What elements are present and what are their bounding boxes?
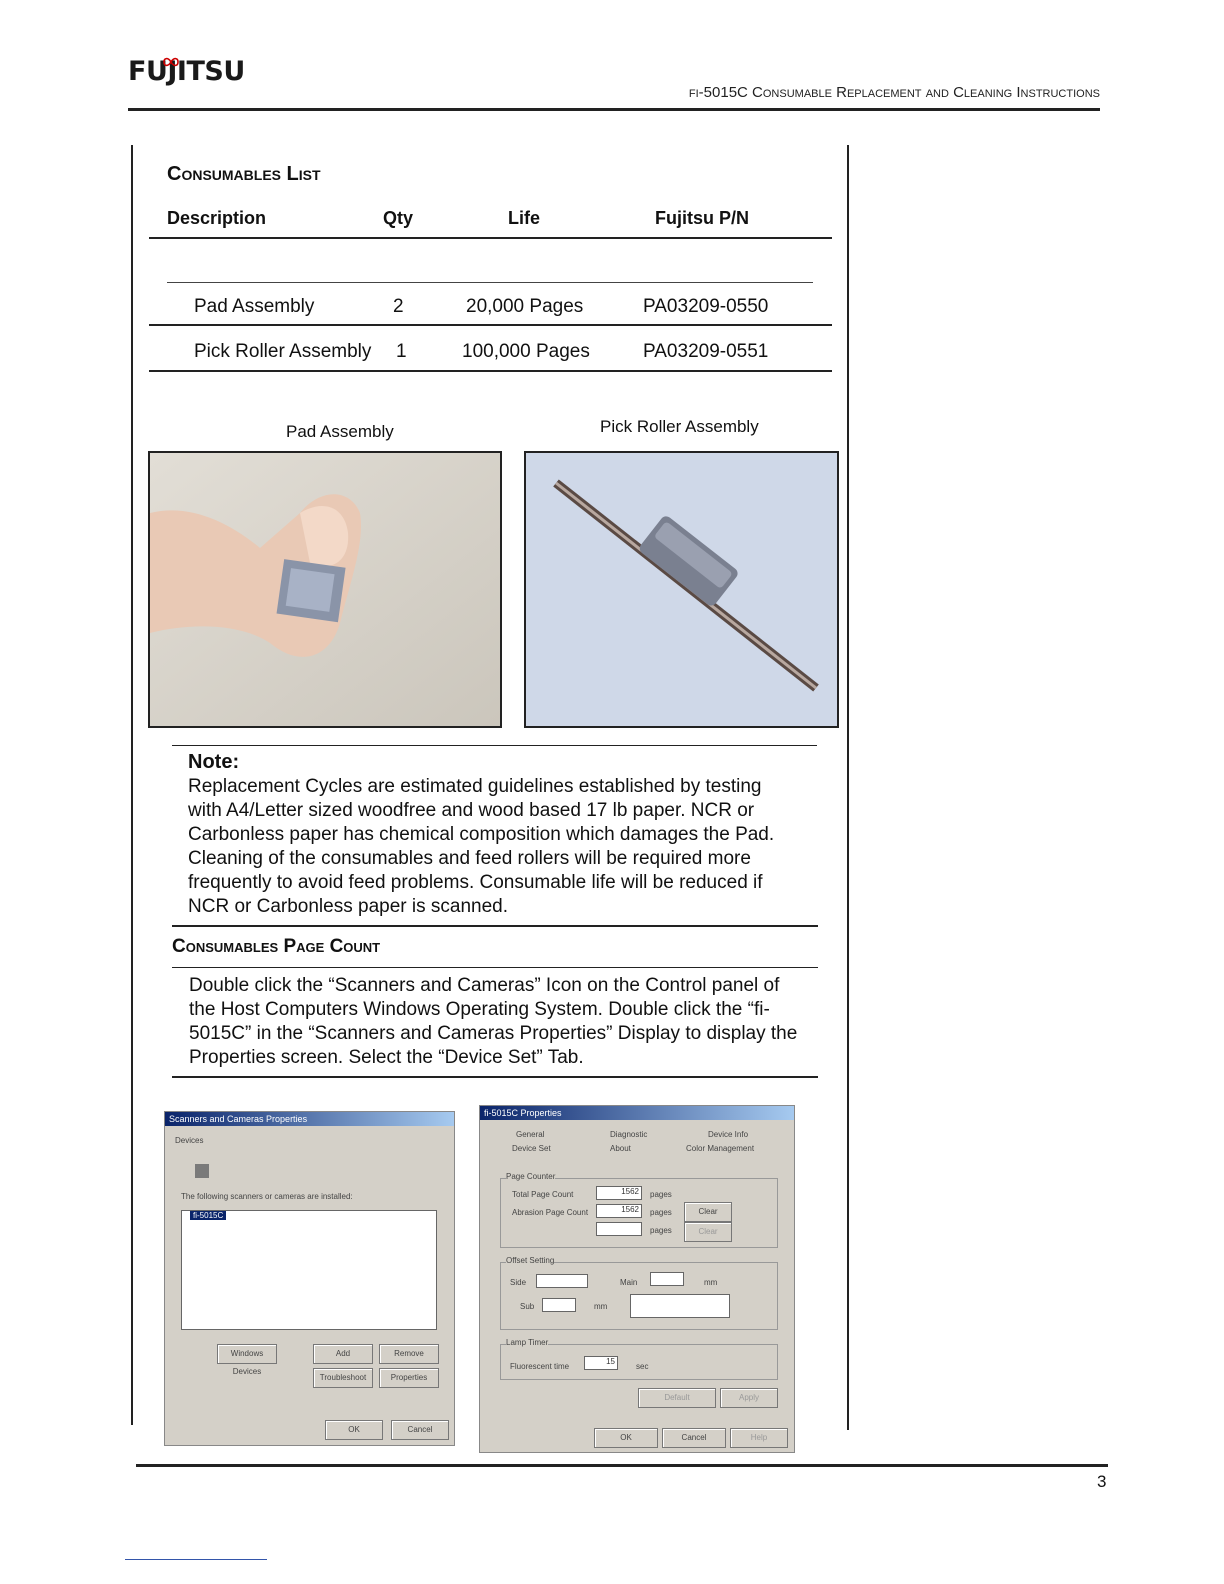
pad-assembly-photo	[148, 451, 502, 728]
page-count-bottom-rule	[172, 1076, 818, 1078]
windows-devices-button[interactable]: Windows Devices	[217, 1344, 277, 1364]
table-spacer-rule	[167, 282, 813, 283]
row1-description: Pad Assembly	[194, 296, 315, 317]
offset-preview-box	[630, 1294, 730, 1318]
scanners-cameras-dialog	[164, 1111, 455, 1446]
offset-setting-label: Offset Setting	[506, 1256, 555, 1265]
fi5015c-properties-dialog	[479, 1105, 795, 1453]
page-count-line: 5015C” in the “Scanners and Cameras Properties” Display to display the	[189, 1023, 798, 1044]
fluorescent-time-field[interactable]: 15	[584, 1356, 618, 1370]
page-count-rule	[172, 967, 818, 968]
third-page-count-field	[596, 1222, 642, 1236]
frame-right-border	[847, 145, 849, 1430]
clear-counter-button-2[interactable]: Clear	[684, 1222, 732, 1242]
tab-color-management[interactable]: Color Management	[686, 1144, 755, 1153]
pick-roller-photo	[524, 451, 839, 728]
footer-divider	[136, 1464, 1108, 1467]
offset-side-label: Side	[510, 1278, 527, 1287]
pick-roller-caption: Pick Roller Assembly	[600, 417, 759, 436]
header-divider	[128, 108, 1100, 111]
infinity-logo-icon	[163, 56, 179, 68]
apply-device-set-button[interactable]: Apply	[720, 1388, 778, 1408]
total-page-count-label: Total Page Count	[512, 1190, 574, 1199]
abrasion-pages-unit: pages	[650, 1208, 672, 1217]
third-pages-unit: pages	[650, 1226, 672, 1235]
footnote-rule	[125, 1559, 267, 1560]
dialog1-cancel-button[interactable]: Cancel	[391, 1420, 449, 1440]
fluorescent-time-unit: sec	[636, 1362, 649, 1371]
total-pages-unit: pages	[650, 1190, 672, 1199]
page-count-line: the Host Computers Windows Operating System. Double click the “fi-	[189, 999, 770, 1020]
fluorescent-time-label: Fluorescent time	[510, 1362, 570, 1371]
note-top-rule	[172, 745, 817, 746]
dialog2-cancel-button[interactable]: Cancel	[662, 1428, 726, 1448]
device-list[interactable]	[181, 1210, 437, 1330]
offset-sub-field[interactable]	[542, 1298, 576, 1312]
dialog2-help-button[interactable]: Help	[730, 1428, 788, 1448]
tab-device-info[interactable]: Device Info	[708, 1130, 749, 1139]
offset-main-label: Main	[620, 1278, 638, 1287]
page-count-body	[189, 974, 829, 1070]
offset-side-select[interactable]	[536, 1274, 588, 1288]
page-counter-label: Page Counter	[506, 1172, 556, 1181]
device-list-item-fi-5015c[interactable]: fi-5015C	[190, 1211, 226, 1220]
troubleshoot-button[interactable]: Troubleshoot	[313, 1368, 373, 1388]
tab-about[interactable]: About	[610, 1144, 631, 1153]
dialog1-installed-label: The following scanners or cameras are installed:	[181, 1192, 353, 1201]
column-header-qty: Qty	[383, 208, 414, 228]
row1-qty: 2	[393, 296, 404, 317]
consumables-heading: Consumables List	[167, 163, 321, 185]
row2-pn: PA03209-0551	[643, 341, 769, 362]
note-line: with A4/Letter sized woodfree and wood based 17 lb paper. NCR or	[188, 800, 755, 821]
note-line: Replacement Cycles are estimated guidelines established by testing	[188, 776, 762, 797]
tab-device-set[interactable]: Device Set	[512, 1144, 551, 1153]
dialog1-devices-tab[interactable]: Devices	[175, 1136, 204, 1145]
default-button[interactable]: Default	[638, 1388, 716, 1408]
abrasion-page-count-label: Abrasion Page Count	[512, 1208, 589, 1217]
row1-pn: PA03209-0550	[643, 296, 769, 317]
note-line: NCR or Carbonless paper is scanned.	[188, 896, 508, 917]
properties-button[interactable]: Properties	[379, 1368, 439, 1388]
column-header-life: Life	[508, 208, 541, 228]
row1-life: 20,000 Pages	[466, 296, 584, 317]
page-count-line: Properties screen. Select the “Device Set” Tab.	[189, 1047, 584, 1068]
dialog2-ok-button[interactable]: OK	[594, 1428, 658, 1448]
lamp-timer-label: Lamp Timer	[506, 1338, 549, 1347]
scanner-icon	[195, 1164, 209, 1178]
pad-assembly-caption: Pad Assembly	[286, 422, 394, 441]
total-page-count-field: 1562	[596, 1186, 642, 1200]
dialog1-titlebar: Scanners and Cameras Properties	[165, 1112, 454, 1126]
column-header-pn: Fujitsu P/N	[655, 208, 749, 228]
abrasion-page-count-field: 1562	[596, 1204, 642, 1218]
dialog1-ok-button[interactable]: OK	[325, 1420, 383, 1440]
dialog2-titlebar: fi-5015C Properties	[480, 1106, 794, 1120]
remove-button[interactable]: Remove	[379, 1344, 439, 1364]
note-title: Note:	[188, 751, 240, 773]
tab-diagnostic[interactable]: Diagnostic	[610, 1130, 648, 1139]
page-count-line: Double click the “Scanners and Cameras” Icon on the Control panel of	[189, 975, 780, 996]
row2-life: 100,000 Pages	[462, 341, 590, 362]
note-line: Cleaning of the consumables and feed rollers will be required more	[188, 848, 751, 869]
offset-sub-label: Sub	[520, 1302, 535, 1311]
note-line: frequently to avoid feed problems. Consumable life will be reduced if	[188, 872, 763, 893]
note-body	[188, 775, 818, 919]
page-number: 3	[1097, 1472, 1107, 1491]
fujitsu-logo: FUJITSU	[128, 56, 245, 87]
document-title: fi-5015C Consumable Replacement and Cleaning Instructions	[688, 84, 1100, 101]
table-bottom-rule	[149, 370, 832, 372]
table-header-rule	[149, 237, 832, 239]
note-bottom-rule	[172, 925, 818, 927]
column-header-description: Description	[167, 208, 267, 228]
tab-general[interactable]: General	[516, 1130, 545, 1139]
table-row-rule	[149, 324, 832, 326]
clear-counter-button[interactable]: Clear	[684, 1202, 732, 1222]
page-count-heading: Consumables Page Count	[172, 936, 381, 957]
add-button[interactable]: Add	[313, 1344, 373, 1364]
offset-main-field[interactable]	[650, 1272, 684, 1286]
offset-main-unit: mm	[704, 1278, 718, 1287]
frame-left-border	[131, 145, 133, 1425]
row2-qty: 1	[396, 341, 407, 362]
offset-sub-unit: mm	[594, 1302, 608, 1311]
row2-description: Pick Roller Assembly	[194, 341, 372, 362]
note-line: Carbonless paper has chemical composition which damages the Pad.	[188, 824, 775, 845]
